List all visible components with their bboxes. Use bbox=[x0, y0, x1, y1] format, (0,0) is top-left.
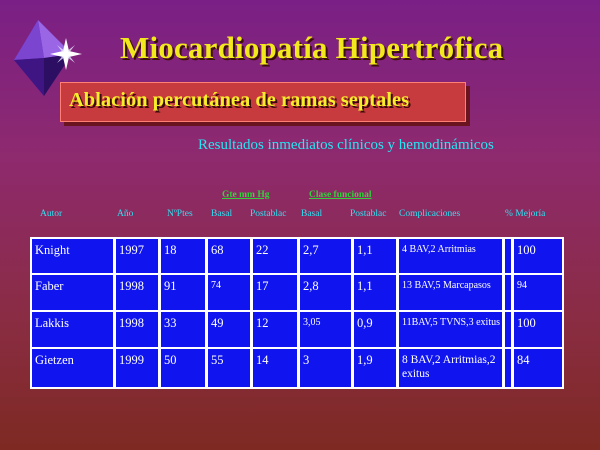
table-cell-improvement: 100 bbox=[514, 312, 562, 347]
table-cell-year: 1998 bbox=[116, 312, 158, 347]
table-cell-gte-post: 12 bbox=[253, 312, 297, 347]
table-cell-patients: 50 bbox=[161, 349, 205, 387]
table-cell-spacer bbox=[505, 275, 511, 310]
subtitle-banner bbox=[60, 82, 466, 122]
table-cell-gte-basal: 74 bbox=[208, 275, 250, 310]
table-cell-spacer bbox=[505, 349, 511, 387]
table-cell-year: 1998 bbox=[116, 275, 158, 310]
column-header-autor: Autor bbox=[40, 209, 63, 219]
table-cell-improvement: 84 bbox=[514, 349, 562, 387]
slide-title: Miocardiopatía Hipertrófica bbox=[120, 30, 504, 65]
column-header-complicaciones: Complicaciones bbox=[399, 209, 461, 219]
group-header-functional-class: Clase funcional bbox=[309, 190, 372, 200]
table-cell-author: Lakkis bbox=[32, 312, 113, 347]
column-header-gte-postablac: Postablac bbox=[250, 209, 287, 219]
table-cell-year: 1997 bbox=[116, 239, 158, 273]
table-cell-year: 1999 bbox=[116, 349, 158, 387]
group-header-gradient: Gte mm Hg bbox=[222, 190, 270, 200]
table-cell-patients: 33 bbox=[161, 312, 205, 347]
table-cell-gte-basal: 55 bbox=[208, 349, 250, 387]
table-cell-gte-post: 17 bbox=[253, 275, 297, 310]
table-cell-complications: 8 BAV,2 Arritmias,2 exitus bbox=[399, 349, 502, 387]
table-cell-gte-post: 22 bbox=[253, 239, 297, 273]
column-header-cf-postablac: Postablac bbox=[350, 209, 387, 219]
table-cell-patients: 18 bbox=[161, 239, 205, 273]
results-heading: Resultados inmediatos clínicos y hemodinámicos bbox=[198, 137, 494, 153]
table-cell-cf-basal: 2,8 bbox=[300, 275, 351, 310]
table-cell-cf-post: 0,9 bbox=[354, 312, 396, 347]
slide-subtitle: Ablación percutánea de ramas septales bbox=[69, 89, 410, 111]
table-cell-improvement: 94 bbox=[514, 275, 562, 310]
table-cell-cf-post: 1,1 bbox=[354, 239, 396, 273]
table-cell-complications: 4 BAV,2 Arritmias bbox=[399, 239, 502, 273]
table-cell-improvement: 100 bbox=[514, 239, 562, 273]
table-cell-spacer bbox=[505, 312, 511, 347]
column-header-patients: NºPtes bbox=[167, 209, 193, 219]
table-cell-author: Knight bbox=[32, 239, 113, 273]
table-cell-spacer bbox=[505, 239, 511, 273]
results-table bbox=[30, 237, 564, 389]
table-cell-gte-post: 14 bbox=[253, 349, 297, 387]
table-cell-cf-basal: 3,05 bbox=[300, 312, 351, 347]
table-cell-author: Faber bbox=[32, 275, 113, 310]
table-cell-cf-basal: 3 bbox=[300, 349, 351, 387]
table-cell-cf-post: 1,1 bbox=[354, 275, 396, 310]
table-cell-patients: 91 bbox=[161, 275, 205, 310]
table-cell-cf-basal: 2,7 bbox=[300, 239, 351, 273]
table-cell-gte-basal: 49 bbox=[208, 312, 250, 347]
table-cell-complications: 13 BAV,5 Marcapasos bbox=[399, 275, 502, 310]
table-cell-cf-post: 1,9 bbox=[354, 349, 396, 387]
table-cell-complications: 11BAV,5 TVNS,3 exitus bbox=[399, 312, 502, 347]
column-header-mejoria: % Mejoría bbox=[505, 209, 546, 219]
column-header-cf-basal: Basal bbox=[301, 209, 323, 219]
table-cell-gte-basal: 68 bbox=[208, 239, 250, 273]
column-header-gte-basal: Basal bbox=[211, 209, 233, 219]
column-header-ano: Año bbox=[117, 209, 134, 219]
table-cell-author: Gietzen bbox=[32, 349, 113, 387]
